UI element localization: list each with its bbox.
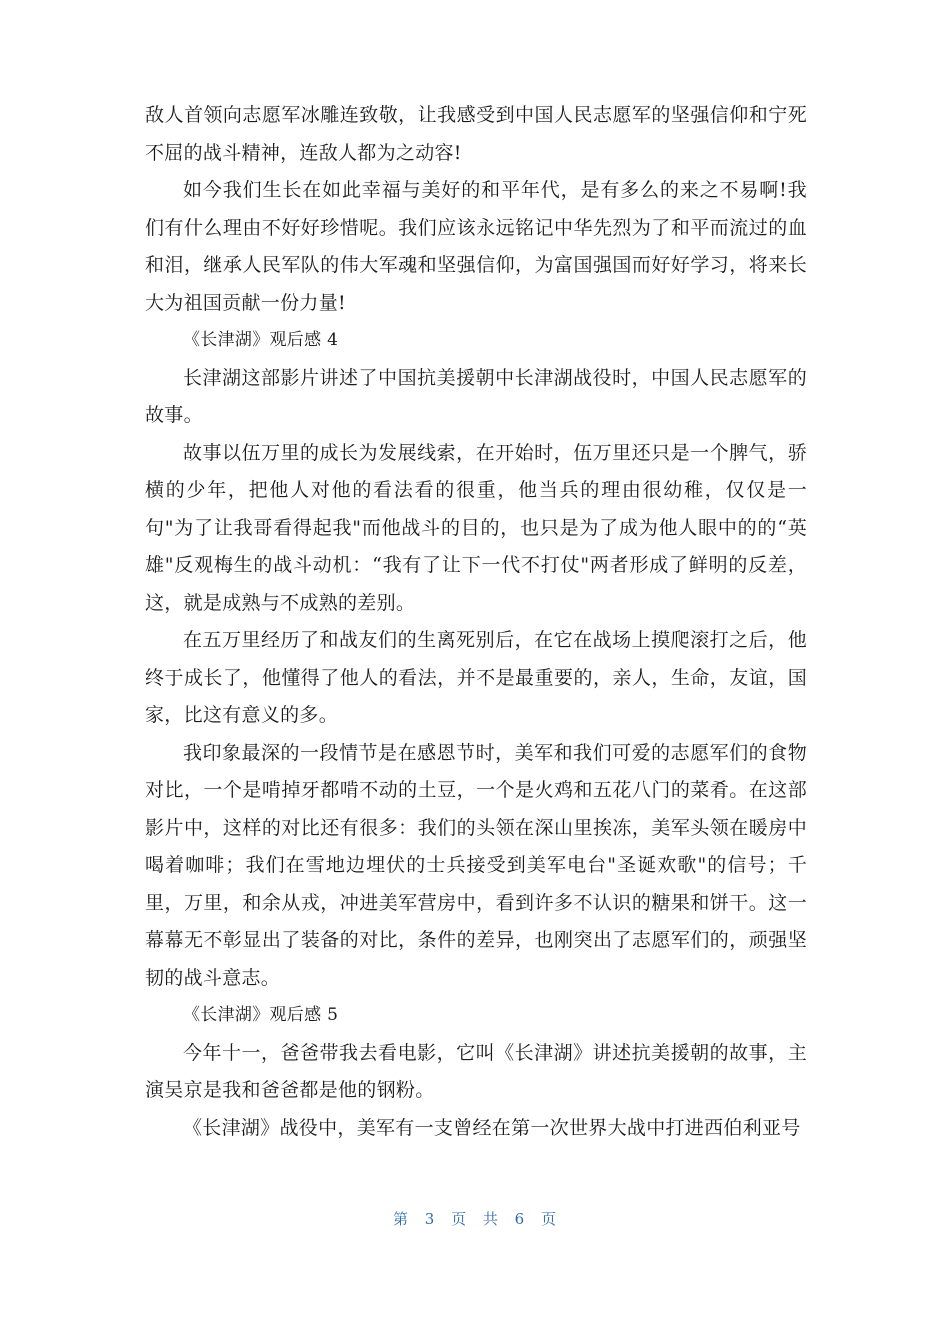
paragraph-2: 如今我们生长在如此幸福与美好的和平年代，是有多么的来之不易啊!我们有什么理由不好好珍惜呢。我们应该永远铭记中华先烈为了和平而流过的血和泪，继承人民军队的伟大军魂和坚强信仰，为富国强国而好好学习，将来长大为祖国贡献一份力量! — [145, 179, 807, 314]
paragraph-6: 我印象最深的一段情节是在感恩节时，美军和我们可爱的志愿军们的食物对比，一个是啃掉牙都啃不动的土豆，一个是火鸡和五花八门的菜肴。在这部影片中，这样的对比还有很多：我们的头领在深山里挨冻，美军头领在暖房中喝着咖啡；我们在雪地边埋伏的士兵接受到美军电台"圣诞欢歌"的信号；千里，万里，和余从戎，冲进美军营房中，看到许多不认识的糖果和饼干。这一幕幕无不彰显出了装备的对比，条件的差异，也刚突出了志愿军们的，顽强坚韧的战斗意志。 — [145, 741, 807, 989]
paragraph-8: 《长津湖》战役中，美军有一支曾经在第一次世界大战中打进西伯利亚号 — [183, 1116, 801, 1139]
document-body — [145, 97, 807, 1147]
section-heading-4: 《长津湖》观后感 4 — [183, 330, 339, 350]
paragraph-5: 在五万里经历了和战友们的生离死别后，在它在战场上摸爬滚打之后，他终于成长了，他懂得了他人的看法，并不是最重要的，亲人，生命，友谊，国家，比这有意义的多。 — [145, 629, 807, 726]
paragraph-1: 敌人首领向志愿军冰雕连致敬，让我感受到中国人民志愿军的坚强信仰和宁死不屈的战斗精神，连敌人都为之动容! — [145, 104, 807, 164]
paragraph-4: 故事以伍万里的成长为发展线索，在开始时，伍万里还只是一个脾气，骄横的少年，把他人对他的看法看的很重，他当兵的理由很幼稚，仅仅是一句"为了让我哥看得起我"而他战斗的目的，也只是为了成为他人眼中的的“英雄"反观梅生的战斗动机：“我有了让下一代不打仗"两者形成了鲜明的反差，这，就是成熟与不成熟的差别。 — [145, 441, 807, 614]
paragraph-7: 今年十一，爸爸带我去看电影，它叫《长津湖》讲述抗美援朝的故事，主演吴京是我和爸爸都是他的钢粉。 — [145, 1041, 807, 1101]
page-number-footer: 第 3 页 共 6 页 — [393, 1210, 557, 1228]
paragraph-3: 长津湖这部影片讲述了中国抗美援朝中长津湖战役时，中国人民志愿军的故事。 — [145, 366, 807, 426]
section-heading-5: 《长津湖》观后感 5 — [183, 1005, 339, 1025]
